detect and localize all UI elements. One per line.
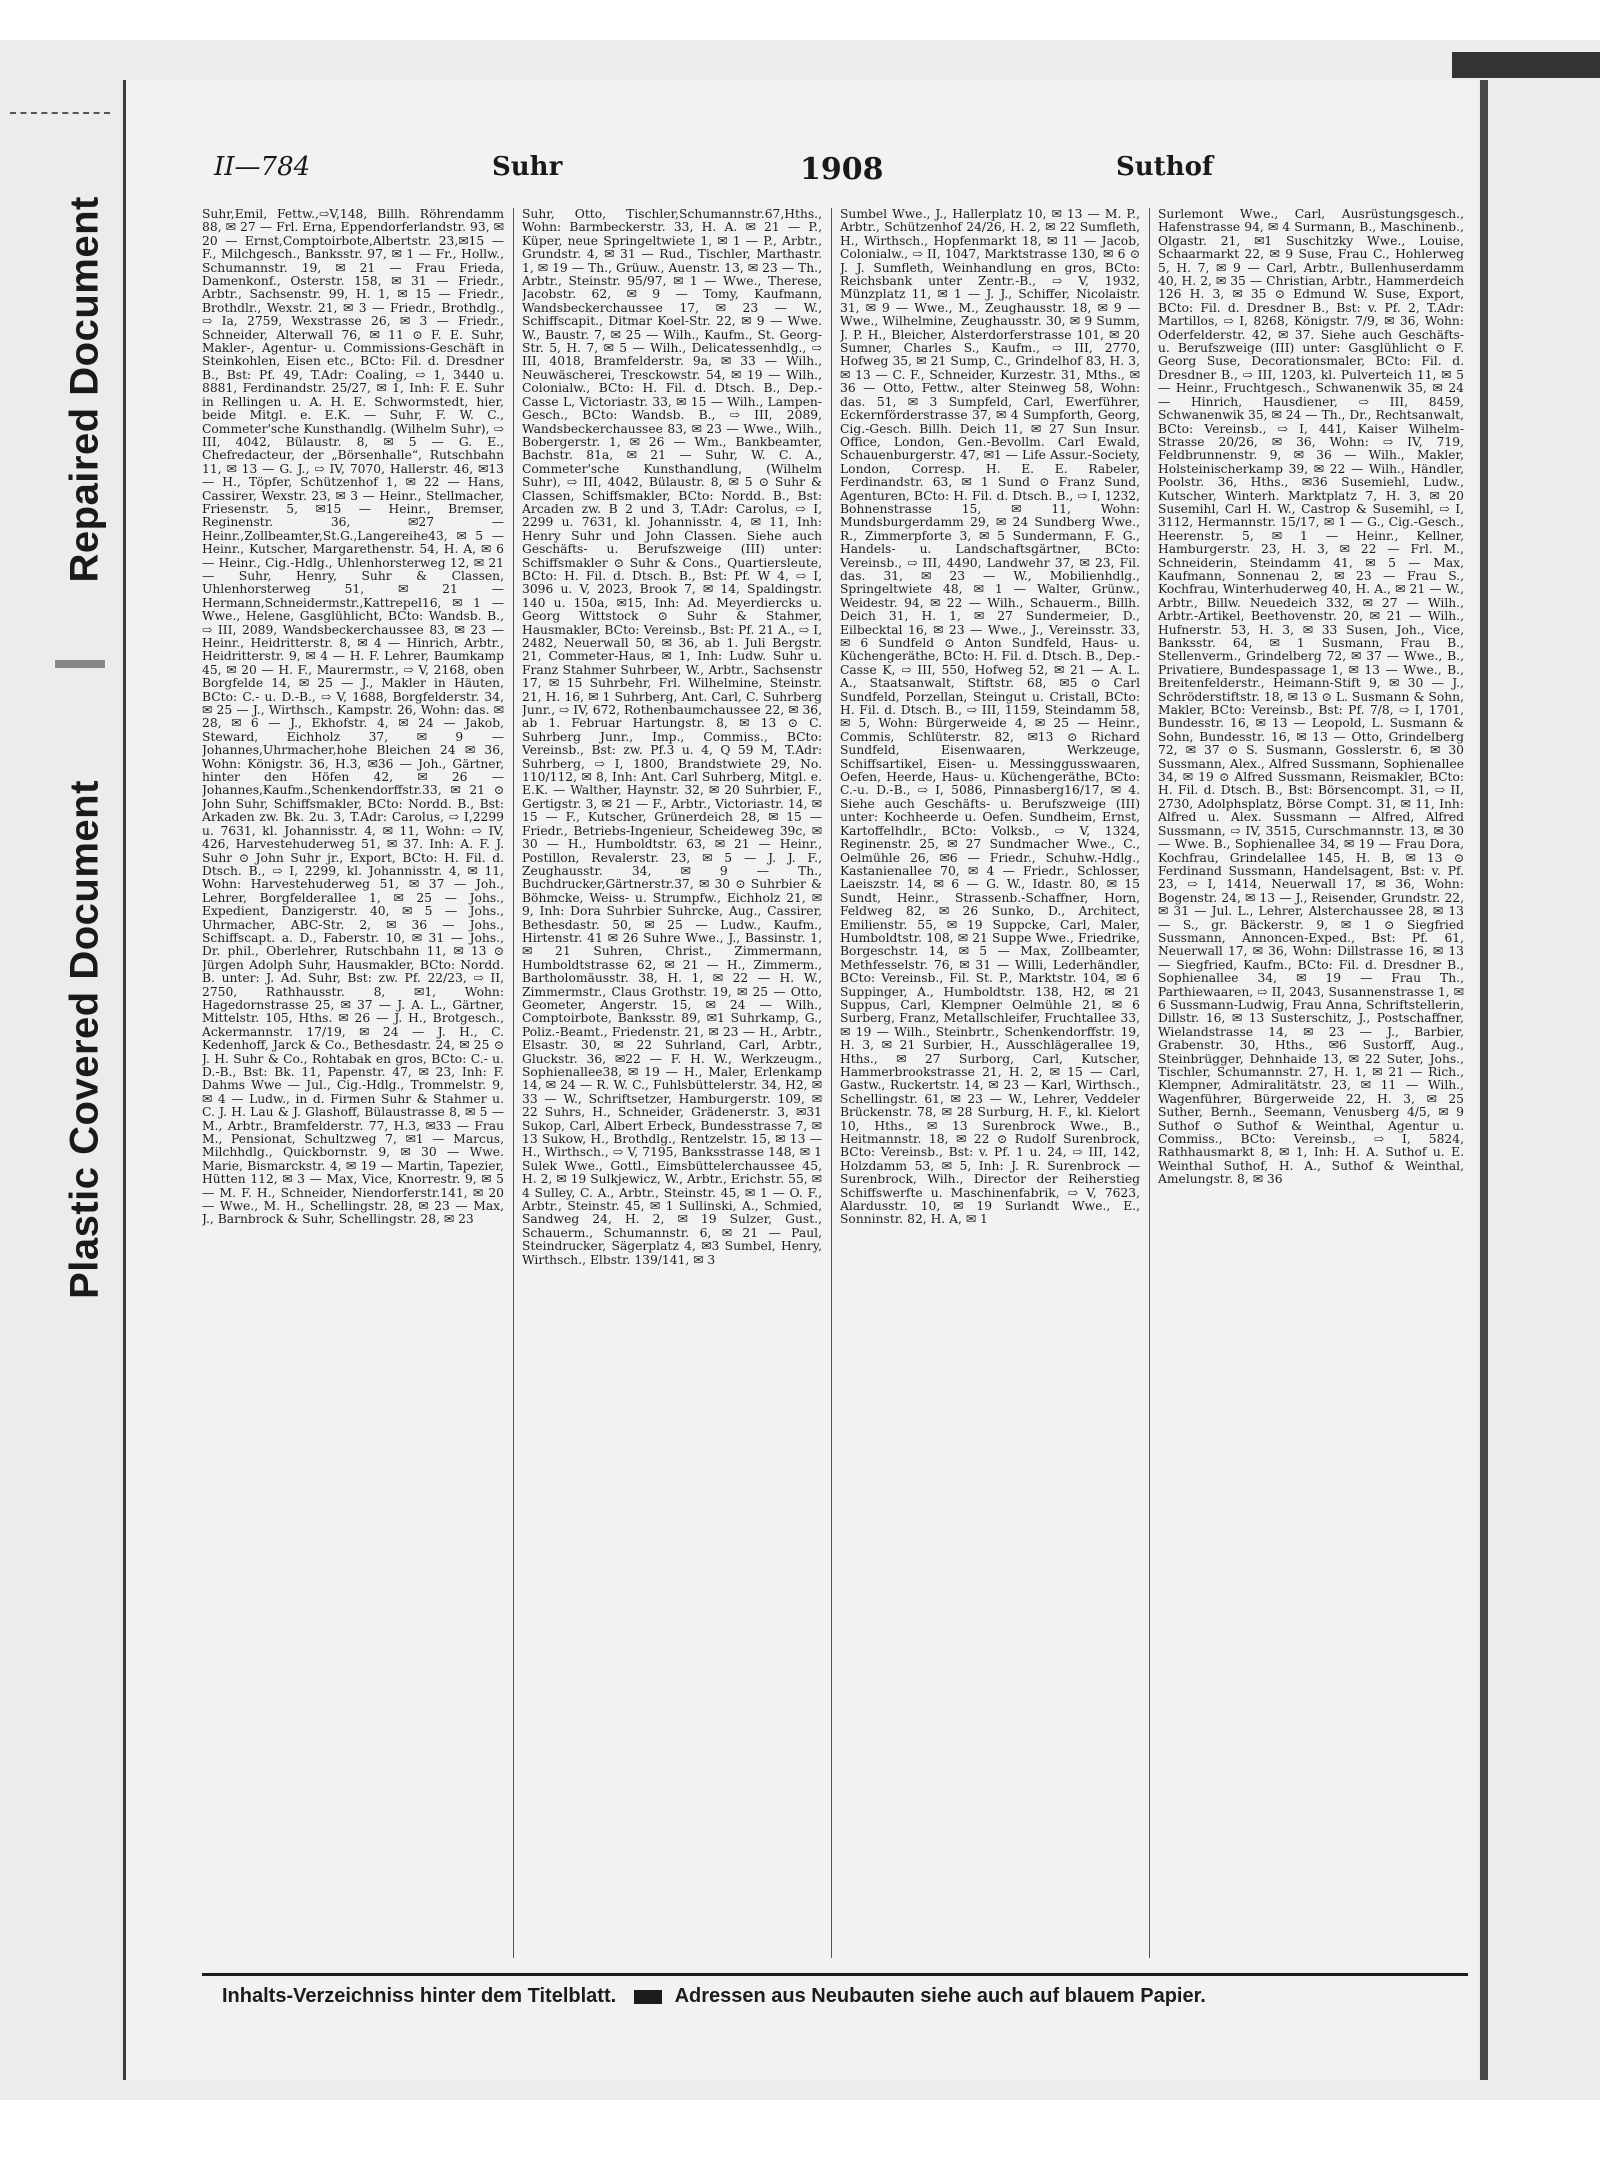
directory-column-2 bbox=[522, 208, 822, 1958]
directory-page bbox=[123, 80, 1478, 2080]
cut-guide-dashes bbox=[10, 112, 110, 114]
column-3-text: Sumbel Wwe., J., Hallerplatz 10, ✉ 13 — M. P., Arbtr., Schützenhof 24/26, H. 2, ✉ 22 Sumfleth, H., Wirthsch., Hopfenmarkt 18, ✉ 11 — Jacob, Colonialw., ⇨ II, 1047, Marktstrasse 130, ✉ 6 ⊙ J. J. Sumfleth, Weinhandlung en gros, BCto: Reichsbank unter Zentr.-B., ⇨ V, 1932, Münzplatz 11, ✉ 1 — J. J., Schiffer, Nicolaistr. 31, ✉ 9 — Wwe., M., Zeughausstr. 18, ✉ 9 — Wwe., Wilhelmine, Zeughausstr. 30, ✉ 9 Summ, J. P. H., Bleicher, Alsterdorferstrasse 101, ✉ 20 Sumner, Charles S., Kaufm., ⇨ III, 2770, Hofweg 35, ✉ 21 Sump, C., Grindelhof 83, H. 3, ✉ 13 — C. F., Schneider, Kurzestr. 31, Mths., ✉ 36 — Otto, Fettw., alter Steinweg 58, Wohn: das. 51, ✉ 3 Sumpfeld, Carl, Ewerführer, Eckernförderstrasse 37, ✉ 4 Sumpforth, Georg, Cig.-Gesch. Billh. Deich 11, ✉ 27 Sun Insur. Office, London, Gen.-Bevollm. Carl Ewald, Schauenburgerstr. 47, ✉1 — Life Assur.-Society, London, Corresp. H. E. E. Rabeler, Ferdinandstr. 63, ✉ 1 Sund ⊙ Franz Sund, Agenturen, BCto: H. Fil. d. Dtsch. B., ⇨ I, 1232, Bohnenstrasse 15, ✉ 11, Wohn: Mundsburgerdamm 29, ✉ 24 Sundberg Wwe., R., Zimmerpforte 3, ✉ 5 Sundermann, F. G., Handels- u. Landschaftsgärtner, BCto: Vereinsb., ⇨ III, 4490, Landwehr 37, ✉ 23, Fil. das. 31, ✉ 23 — W., Mobilienhdlg., Springeltwiete 48, ✉ 1 — Walter, Grünw., Weidestr. 94, ✉ 22 — Wilh., Schauerm., Billh. Deich 31, H. 1, ✉ 27 Sundermeier, D., Eilbecktal 16, ✉ 23 — Wwe., J., Vereinsstr. 33, ✉ 6 Sundfeld ⊙ Anton Sundfeld, Haus- u. Küchengeräthe, BCto: H. Fil. d. Dtsch. B., Dep.-Casse K, ⇨ III, 550, Hofweg 52, ✉ 21 — A. L. A., Staatsanwalt, Stiftstr. 68, ✉5 ⊙ Carl Sundfeld, Porzellan, Steingut u. Cristall, BCto: H. Fil. d. Dtsch. B., ⇨ III, 1159, Steindamm 58, ✉ 5, Wohn: Bürgerweide 4, ✉ 25 — Heinr., Commis, Schlüterstr. 82, ✉13 ⊙ Richard Sundfeld, Eisenwaaren, Werkzeuge, Schiffsartikel, Eisen- u. Messinggusswaaren, Oefen, Heerde, Haus- u. Küchengeräthe, BCto: C.-u. D.-B., ⇨ I, 5086, Pinnasberg16/17, ✉ 4. Siehe auch Geschäfts- u. Berufszweige (III) unter: Kochheerde u. Oefen. Sundheim, Ernst, Kartoffelhdlr., BCto: Volksb., ⇨ V, 1324, Reginenstr. 25, ✉ 27 Sundmacher Wwe., C., Oelmühle 26, ✉6 — Friedr., Schuhw.-Hdlg., Kastanienallee 70, ✉ 4 — Friedr., Schlosser, Laeiszstr. 14, ✉ 6 — G. W., Idastr. 80, ✉ 15 Sundt, Heinr., Strassenb.-Schaffner, Horn, Feldweg 82, ✉ 26 Sunko, D., Architect, Emilienstr. 55, ✉ 19 Suppcke, Carl, Maler, Humboldtstr. 108, ✉ 21 Suppe Wwe., Friedrike, Borgeschstr. 14, ✉ 5 — Max, Zollbeamter, Methfesselstr. 76, ✉ 31 — Willi, Lederhändler, BCto: Vereinsb., Fil. St. P., Marktstr. 104, ✉ 6 Suppinger, A., Humboldtstr. 138, H2, ✉ 21 Suppus, Carl, Klempner Oelmühle 21, ✉ 6 Surberg, Franz, Metallschleifer, Fruchtallee 33, ✉ 19 — Wilh., Steinbrtr., Schenkendorffstr. 19, H. 3, ✉ 21 Surbier, H., Ausschlägerallee 19, Hths., ✉ 27 Surborg, Carl, Kutscher, Hammerbrookstrasse 21, H. 2, ✉ 15 — Carl, Gastw., Ruckertstr. 14, ✉ 23 — Karl, Wirthsch., Schellingstr. 61, ✉ 23 — W., Lehrer, Veddeler Brückenstr. 78, ✉ 28 Surburg, H. F., kl. Kielort 10, Hths., ✉ 13 Surenbrock Wwe., B., Heitmannstr. 18, ✉ 22 ⊙ Rudolf Surenbrock, BCto: Vereinsb., Bst: v. Pf. 1 u. 24, ⇨ III, 142, Holzdamm 53, ✉ 5, Inh: J. R. Surenbrock — Surenbrock, Wilh., Director der Reiherstieg Schiffswerfte u. Maschinenfabrik, ⇨ V, 7623, Alardusstr. 10, ✉ 19 Surlandt Wwe., E., Sonninstr. 82, H. A, ✉ 1 bbox=[840, 208, 1140, 1227]
scan-edge-shadow bbox=[1452, 52, 1600, 78]
column-1-text: Suhr,Emil, Fettw.,⇨V,148, Billh. Röhrendamm 88, ✉ 27 — Frl. Erna, Eppendorferlandstr. 93, ✉ 20 — Ernst,Comptoirbote,Albertstr. 23,✉15 — F., Milchgesch., Banksstr. 97, ✉ 1 — Fr., Hollw., Schumannstr. 19, ✉ 21 — Frau Frieda, Damenkonf., Osterstr. 158, ✉ 31 — Friedr., Arbtr., Sachsenstr. 99, H. 1, ✉ 15 — Friedr., Brothdlr., Wexstr. 21, ✉ 3 — Friedr., Brothdlg., ⇨ Ia, 2759, Wexstrasse 26, ✉ 3 — Friedr., Schneider, Alterwall 76, ✉ 11 ⊙ F. E. Suhr, Makler-, Agentur- u. Commissions-Geschäft in Steinkohlen, Eisen etc., BCto: Fil. d. Dresdner B., Bst: Pf. 49, T.Adr: Coaling, ⇨ 1, 3440 u. 8881, Ferdinandstr. 25/27, ✉ 1, Inh: F. E. Suhr in Rellingen u. A. H. E. Schwormstedt, hier, beide Mitgl. e. E.K. — Suhr, F. W. C., Commeter'sche Kunsthandlg. (Wilhelm Suhr), ⇨ III, 4042, Bülaustr. 8, ✉ 5 — G. E., Chefredacteur, der „Börsenhalle“, Rutschbahn 11, ✉ 13 — G. J., ⇨ IV, 7070, Hallerstr. 46, ✉13 — H., Töpfer, Schützenhof 1, ✉ 22 — Hans, Cassirer, Wexstr. 23, ✉ 3 — Heinr., Stellmacher, Friesenstr. 5, ✉15 — Heinr., Bremser, Reginenstr. 36, ✉27 — Heinr.,Zollbeamter,St.G.,Langereihe43, ✉ 5 — Heinr., Kutscher, Margarethenstr. 54, H. A, ✉ 6 — Heinr., Cig.-Hdlg., Uhlenhorsterweg 12, ✉ 21 — Suhr, Henry, Suhr & Classen, Uhlenhorsterweg 51, ✉ 21 — Hermann,Schneidermstr.,Kattrepel16, ✉ 1 — Wwe., Helene, Gasglühlicht, BCto: Wandsb. B., ⇨ III, 2089, Wandsbeckerchaussee 83, ✉ 23 — Heinr., Heidritterstr. 8, ✉ 4 — Hinrich, Arbtr., Heidritterstr. 9, ✉ 4 — H. F. Lehrer, Baumkamp 45, ✉ 20 — H. F., Maurermstr., ⇨ V, 2168, oben Borgfelde 14, ✉ 25 — J., Makler in Häuten, BCto: C.- u. D.-B., ⇨ V, 1688, Borgfelderstr. 34, ✉ 25 — J., Wirthsch., Kampstr. 26, Wohn: das. ✉ 28, ✉ 6 — J., Ekhofstr. 4, ✉ 24 — Jakob, Steward, Eichholz 37, ✉ 9 — Johannes,Uhrmacher,hohe Bleichen 24 ✉ 36, Wohn: Königstr. 36, H.3, ✉36 — Joh., Gärtner, hinter den Höfen 42, ✉ 26 — Johannes,Kaufm.,Schenkendorffstr.33, ✉ 21 ⊙ John Suhr, Schiffsmakler, BCto: Nordd. B., Bst: Arkaden zw. Bk. 2u. 3, T.Adr: Carolus, ⇨ I,2299 u. 7631, kl. Johannisstr. 4, ✉ 11, Wohn: ⇨ IV, 426, Harvestehuderweg 51, ✉ 37. Inh: A. F. J. Suhr ⊙ John Suhr jr., Export, BCto: H. Fil. d. Dtsch. B., ⇨ I, 2299, kl. Johannisstr. 4, ✉ 11, Wohn: Harvestehuderweg 51, ✉ 37 — Joh., Lehrer, Borgfelderallee 1, ✉ 25 — Johs., Expedient, Danzigerstr. 40, ✉ 5 — Johs., Uhrmacher, ABC-Str. 2, ✉ 36 — Johs., Schiffscapt. a. D., Faberstr. 10, ✉ 31 — Johs., Dr. phil., Oberlehrer, Rutschbahn 11, ✉ 13 ⊙ Jürgen Adolph Suhr, Hausmakler, BCto: Nordd. B. unter: J. Ad. Suhr, Bst: zw. Pf. 22/23, ⇨ II, 2750, Rathhausstr. 8, ✉1, Wohn: Hagedornstrasse 25, ✉ 37 — J. A. L., Gärtner, Mittelstr. 105, Hths. ✉ 26 — J. H., Brotgesch., Ackermannstr. 17/19, ✉ 24 — J. H., C. Kedenhoff, Jarck & Co., Bethesdastr. 24, ✉ 25 ⊙ J. H. Suhr & Co., Rohtabak en gros, BCto: C.- u. D.-B., Bst: Bk. 11, Papenstr. 47, ✉ 23, Inh: F. Dahms Wwe — Jul., Cig.-Hdlg., Trommelstr. 9, ✉ 4 — Ludw., in d. Firmen Suhr & Stahmer u. C. J. H. Lau & J. Glashoff, Bülaustrasse 8, ✉ 5 — M., Arbtr., Bramfelderstr. 77, H.3, ✉33 — Frau M., Pensionat, Schultzweg 7, ✉1 — Marcus, Milchhdlg., Quickbornstr. 9, ✉ 30 — Wwe. Marie, Bismarckstr. 4, ✉ 19 — Martin, Tapezier, Hütten 112, ✉ 3 — Max, Vice, Knorrestr. 9, ✉ 5 — M. F. H., Schneider, Niendorferstr.141, ✉ 20 — Wwe., M. H., Schellingstr. 28, ✉ 23 — Max, J., Barnbrock & Suhr, Schellingstr. 28, ✉ 23 bbox=[202, 208, 504, 1227]
plastic-covered-document-label: Plastic Covered Document bbox=[62, 780, 107, 1299]
side-label-separator bbox=[55, 660, 105, 668]
directory-columns bbox=[202, 208, 1468, 1958]
bottom-margin bbox=[0, 2100, 1600, 2177]
header-left-catchword: Suhr bbox=[492, 152, 563, 182]
column-4-text: Surlemont Wwe., Carl, Ausrüstungsgesch., Hafenstrasse 94, ✉ 4 Surmann, B., Maschinenb., Olgastr. 21, ✉1 Suschitzky Wwe., Louise, Schaarmarkt 22, ✉ 9 Suse, Frau C., Hohlerweg 5, H. 7, ✉ 9 — Carl, Arbtr., Bullenhuserdamm 40, H. 2, ✉ 35 — Christian, Arbtr., Hammerdeich 126 H. 3, ✉ 35 ⊙ Edmund W. Suse, Export, BCto: Fil. d. Dresdner B., Bst: v. Pf. 2, T.Adr: Martillos, ⇨ I, 8268, Königstr. 7/9, ✉ 36, Wohn: Oderfelderstr. 42, ✉ 37. Siehe auch Geschäfts- u. Berufszweige (III) unter: Gasglühlicht ⊙ F. Georg Suse, Decorationsmaler, BCto: Fil. d. Dresdner B., ⇨ III, 1203, kl. Pulverteich 11, ✉ 5 — Heinr., Fruchtgesch., Schwanenwik 35, ✉ 24 — Hinrich, Hausdiener, ⇨ III, 8459, Schwanenwik 35, ✉ 24 — Th., Dr., Rechtsanwalt, BCto: Vereinsb., ⇨ I, 441, Kaiser Wilhelm-Strasse 20/26, ✉ 36, Wohn: ⇨ IV, 719, Feldbrunnenstr. 9, ✉ 36 — Wilh., Makler, Holsteinischerkamp 39, ✉ 22 — Wilh., Händler, Poolstr. 36, Hths., ✉36 Susemiehl, Ludw., Kutscher, Winterh. Marktplatz 7, H. 3, ✉ 20 Susemihl, Carl H. W., Castrop & Susemihl, ⇨ I, 3112, Hermannstr. 15/17, ✉ 1 — G., Cig.-Gesch., Heerenstr. 5, ✉ 1 — Heinr., Kellner, Hamburgerstr. 23, H. 3, ✉ 22 — Frl. M., Schneiderin, Steindamm 41, ✉ 5 — Max, Kaufmann, Sonnenau 2, ✉ 23 — Frau S., Kochfrau, Winterhuderweg 40, H. A., ✉ 21 — W., Arbtr., Billw. Neuedeich 332, ✉ 27 — Wilh., Arbtr.-Artikel, Beethovenstr. 20, ✉ 21 — Wilh., Hufnerstr. 53, H. 3, ✉ 33 Susen, Joh., Vice, Banksstr. 64, ✉ 1 Susmann, Frau B., Stellenverm., Grindelberg 72, ✉ 37 — Wwe., B., Privatiere, Bundespassage 1, ✉ 13 — Wwe., B., Breitenfelderstr., Heimann-Stift 9, ✉ 30 — J., Schröderstiftstr. 18, ✉ 13 ⊙ L. Susmann & Sohn, Makler, BCto: Vereinsb., Bst: Pf. 7/8, ⇨ I, 1701, Bundesstr. 16, ✉ 13 — Leopold, L. Susmann & Sohn, Bundesstr. 16, ✉ 13 — Otto, Grindelberg 72, ✉ 37 ⊙ S. Susmann, Gosslerstr. 6, ✉ 30 Sussmann, Alex., Alfred Sussmann, Sophienallee 34, ✉ 19 ⊙ Alfred Sussmann, Reismakler, BCto: H. Fil. d. Dtsch. B., Bst: Börsencompt. 31, ⇨ II, 2730, Adolphsplatz, Börse Compt. 31, ✉ 11, Inh: Alfred u. Alex. Sussmann — Alfred, Alfred Sussmann, ⇨ IV, 3515, Curschmannstr. 13, ✉ 30 — Wwe. B., Sophienallee 34, ✉ 19 — Frau Dora, Kochfrau, Grindelallee 145, H. B, ✉ 13 ⊙ Ferdinand Sussmann, Handelsagent, Bst: v. Pf. 23, ⇨ I, 1414, Neuerwall 17, ✉ 36, Wohn: Bogenstr. 24, ✉ 13 — J., Reisender, Grundstr. 22, ✉ 31 — Jul. L., Lehrer, Alsterchaussee 28, ✉ 13 — S., gr. Bäckerstr. 9, ✉ 1 ⊙ Siegfried Sussmann, Annoncen-Exped., Bst: Pf. 61, Neuerwall 17, ✉ 36, Wohn: Dillstrasse 16, ✉ 13 — Siegfried, Kaufm., BCto: Fil. d. Dresdner B., Sophienallee 34, ✉ 19 — Frau Th., Parthiewaaren, ⇨ II, 2043, Susannenstrasse 1, ✉ 6 Sussmann-Ludwig, Frau Anna, Schriftstellerin, Dillstr. 16, ✉ 13 Susterschitz, J., Postschaffner, Wielandstrasse 14, ✉ 23 — J., Barbier, Grabenstr. 30, Hths., ✉6 Sustorff, Aug., Steinbrügger, Dehnhaide 13, ✉ 22 Suter, Johs., Tischler, Schumannstr. 27, H. 1, ✉ 21 — Rich., Klempner, Admiralitätstr. 23, ✉ 11 — Wilh., Wagenführer, Bürgerweide 22, H. 3, ✉ 25 Suther, Bernh., Seemann, Venusberg 4/5, ✉ 9 Suthof ⊙ Suthof & Weinthal, Agentur u. Commiss., BCto: Vereinsb., ⇨ I, 5824, Rathhausmarkt 8, ✉ 1, Inh: H. A. Suthof u. E. Weinthal Suthof, H. A., Suthof & Weinthal, Amelungstr. 8, ✉ 36 bbox=[1158, 208, 1464, 1187]
repaired-document-label: Repaired Document bbox=[62, 196, 107, 583]
top-margin bbox=[0, 0, 1600, 40]
directory-column-3 bbox=[840, 208, 1140, 1958]
column-divider bbox=[513, 208, 514, 1958]
column-divider bbox=[1149, 208, 1150, 1958]
page-number: II—784 bbox=[214, 152, 311, 182]
column-divider bbox=[831, 208, 832, 1958]
header-year: 1908 bbox=[800, 152, 884, 187]
header-right-catchword: Suthof bbox=[1116, 152, 1214, 182]
footer-index-note: Inhalts-Verzeichniss hinter dem Titelblatt. bbox=[222, 1985, 617, 2007]
pointing-hand-icon bbox=[634, 1990, 662, 2004]
directory-column-4 bbox=[1158, 208, 1464, 1958]
column-2-text: Suhr, Otto, Tischler,Schumannstr.67,Hths., Wohn: Barmbeckerstr. 33, H. A. ✉ 21 — P., Küper, neue Springeltwiete 1, ✉ 1 — P., Arbtr., Grundstr. 4, ✉ 31 — Rud., Tischler, Marthastr. 1, ✉ 19 — Th., Grüuw., Auenstr. 13, ✉ 23 — Th., Arbtr., Steinstr. 95/97, ✉ 1 — Wwe., Therese, Jacobstr. 62, ✉ 9 — Tomy, Kaufmann, Wandsbeckerchaussee 17, ✉ 23 — W., Schiffscapit., Ditmar Koel-Str. 22, ✉ 9 — Wwe. W., Baustr. 7, ✉ 25 — Wilh., Kaufm., St. Georg-Str. 5, H. 7, ✉ 5 — Wilh., Delicatessenhdlg., ⇨ III, 4018, Bramfelderstr. 9a, ✉ 33 — Wilh., Neuwäscherei, Tresckowstr. 54, ✉ 19 — Wilh., Colonialw., BCto: H. Fil. d. Dtsch. B., Dep.-Casse L, Victoriastr. 33, ✉ 15 — Wilh., Lampen-Gesch., BCto: Wandsb. B., ⇨ III, 2089, Wandsbeckerchaussee 83, ✉ 23 — Wwe., Wilh., Bobergerstr. 1, ✉ 26 — Wm., Bankbeamter, Bachstr. 81a, ✉ 21 — Suhr, W. C. A., Commeter'sche Kunsthandlung, (Wilhelm Suhr), ⇨ III, 4042, Bülaustr. 8, ✉ 5 ⊙ Suhr & Classen, Schiffsmakler, BCto: Nordd. B., Bst: Arcaden zw. B 2 und 3, T.Adr: Carolus, ⇨ I, 2299 u. 7631, kl. Johannisstr. 4, ✉ 11, Inh: Henry Suhr und John Classen. Siehe auch Geschäfts- u. Berufszweige (III) unter: Schiffsmakler ⊙ Suhr & Cons., Quartiersleute, BCto: H. Fil. d. Dtsch. B., Bst: Pf. W 4, ⇨ I, 3096 u. V, 2023, Brook 7, ✉ 14, Spaldingstr. 140 u. 150a, ✉15, Inh: Ad. Meyerdiercks u. Georg Wittstock ⊙ Suhr & Stahmer, Hausmakler, BCto: Vereinsb., Bst: Pf. 21 A., ⇨ I, 2482, Neuerwall 50, ✉ 36, ab 1. Juli Bergstr. 21, Commeter-Haus, ✉ 1, Inh: Ludw. Suhr u. Franz Stahmer Suhrbeer, W., Arbtr., Sachsenstr 17, ✉ 15 Suhrbehr, Frl. Wilhelmine, Steinstr. 21, H. 16, ✉ 1 Suhrberg, Ant. Carl, C. Suhrberg Junr., ⇨ IV, 672, Rothenbaumchaussee 22, ✉ 36, ab 1. Februar Hartungstr. 8, ✉ 13 ⊙ C. Suhrberg Junr., Imp., Commiss., BCto: Vereinsb., Bst: zw. Pf.3 u. 4, Q 59 M, T.Adr: Suhrberg, ⇨ I, 1800, Brandstwiete 29, No. 110/112, ✉ 8, Inh: Ant. Carl Suhrberg, Mitgl. e. E.K. — Walther, Haynstr. 32, ✉ 20 Suhrbier, F., Gertigstr. 3, ✉ 21 — F., Arbtr., Victoriastr. 14, ✉ 15 — F., Kutscher, Grünerdeich 28, ✉ 15 — Friedr., Betriebs-Ingenieur, Scheideweg 39c, ✉ 30 — H., Humboldtstr. 63, ✉ 21 — Heinr., Postillon, Revalerstr. 23, ✉ 5 — J. J. F., Zeughausstr. 34, ✉ 9 — Th., Buchdrucker,Gärtnerstr.37, ✉ 30 ⊙ Suhrbier & Böhmcke, Weiss- u. Strumpfw., Eichholz 21, ✉ 9, Inh: Dora Suhrbier Suhrcke, Aug., Cassirer, Bethesdastr. 50, ✉ 25 — Ludw., Kaufm., Hirtenstr. 41 ✉ 26 Suhre Wwe., J., Bassinstr. 1, ✉ 21 Suhren, Christ., Zimmermann, Humboldtstrasse 62, ✉ 21 — H., Zimmerm., Bartholomäusstr. 38, H. 1, ✉ 22 — H. W., Zimmermstr., Claus Grothstr. 19, ✉ 25 — Otto, Geometer, Angerstr. 15, ✉ 24 — Wilh., Comptoirbote, Banksstr. 89, ✉1 Suhrkamp, G., Poliz.-Beamt., Friedenstr. 21, ✉ 23 — H., Arbtr., Elsastr. 30, ✉ 22 Suhrland, Carl, Arbtr., Gluckstr. 36, ✉22 — F. H. W., Werkzeugm., Sophienallee38, ✉ 19 — H., Maler, Erlenkamp 14, ✉ 24 — R. W. C., Fuhlsbüttelerstr. 34, H2, ✉33 — W., Schriftsetzer, Hamburgerstr. 109, ✉ 22 Suhrs, H., Schneider, Grädenerstr. 3, ✉31 Sukop, Carl, Albert Erbeck, Bundesstrasse 7, ✉ 13 Sukow, H., Brothdlg., Rentzelstr. 15, ✉ 13 — H., Wirthsch., ⇨ V, 7195, Banksstrasse 148, ✉ 1 Sulek Wwe., Gottl., Eimsbüttelerchaussee 45, H. 2, ✉ 19 Sulkjewicz, W., Arbtr., Erichstr. 55, ✉ 4 Sulley, C. A., Arbtr., Steinstr. 45, ✉ 1 — O. F., Arbtr., Steinstr. 45, ✉ 1 Sullinski, A., Schmied, Sandweg 24, H. 2, ✉ 19 Sulzer, Gust., Schauerm., Schumannstr. 6, ✉ 21 — Paul, Steindrucker, Sägerplatz 4, ✉3 Sumbel, Henry, Wirthsch., Elbstr. 139/141, ✉ 3 bbox=[522, 208, 822, 1267]
page-header bbox=[126, 152, 1478, 196]
directory-column-1 bbox=[202, 208, 504, 1958]
page-footer bbox=[222, 1985, 1472, 2008]
footer-new-buildings-note: Adressen aus Neubauten siehe auch auf blauem Papier. bbox=[674, 1985, 1206, 2007]
footer-rule bbox=[202, 1973, 1468, 1976]
